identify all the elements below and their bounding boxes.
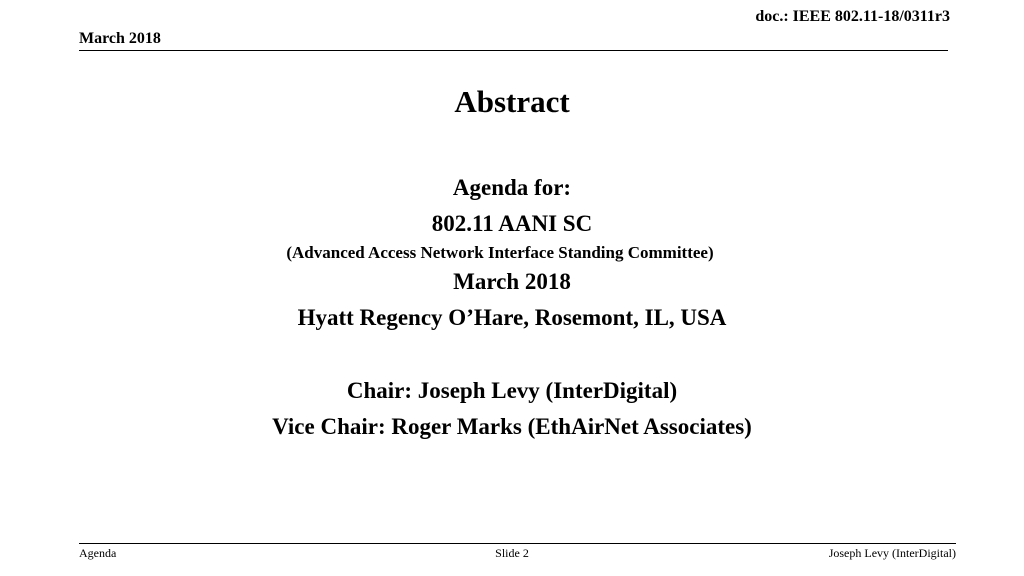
group-name: 802.11 AANI SC [431, 211, 593, 236]
footer-left-text: Agenda [79, 546, 117, 560]
spacer [0, 336, 1024, 373]
document-id: doc.: IEEE 802.11-18/0311r3 [755, 8, 950, 25]
header-divider [79, 50, 948, 51]
agenda-for-label: Agenda for: [452, 175, 572, 200]
meeting-date: March 2018 [453, 269, 571, 294]
slide-number: Slide 2 [495, 546, 529, 560]
footer-divider [79, 543, 956, 544]
footer-author: Joseph Levy (InterDigital) [828, 546, 956, 560]
vice-chair-line: Vice Chair: Roger Marks (EthAirNet Associates) [272, 414, 752, 439]
chair-line: Chair: Joseph Levy (InterDigital) [346, 378, 678, 403]
header-date: March 2018 [79, 30, 161, 47]
slide-title: Abstract [454, 84, 570, 119]
slide-body [0, 170, 1024, 445]
meeting-location: Hyatt Regency O’Hare, Rosemont, IL, USA [297, 305, 727, 330]
group-full-name: (Advanced Access Network Interface Standing Committee) [286, 243, 714, 262]
